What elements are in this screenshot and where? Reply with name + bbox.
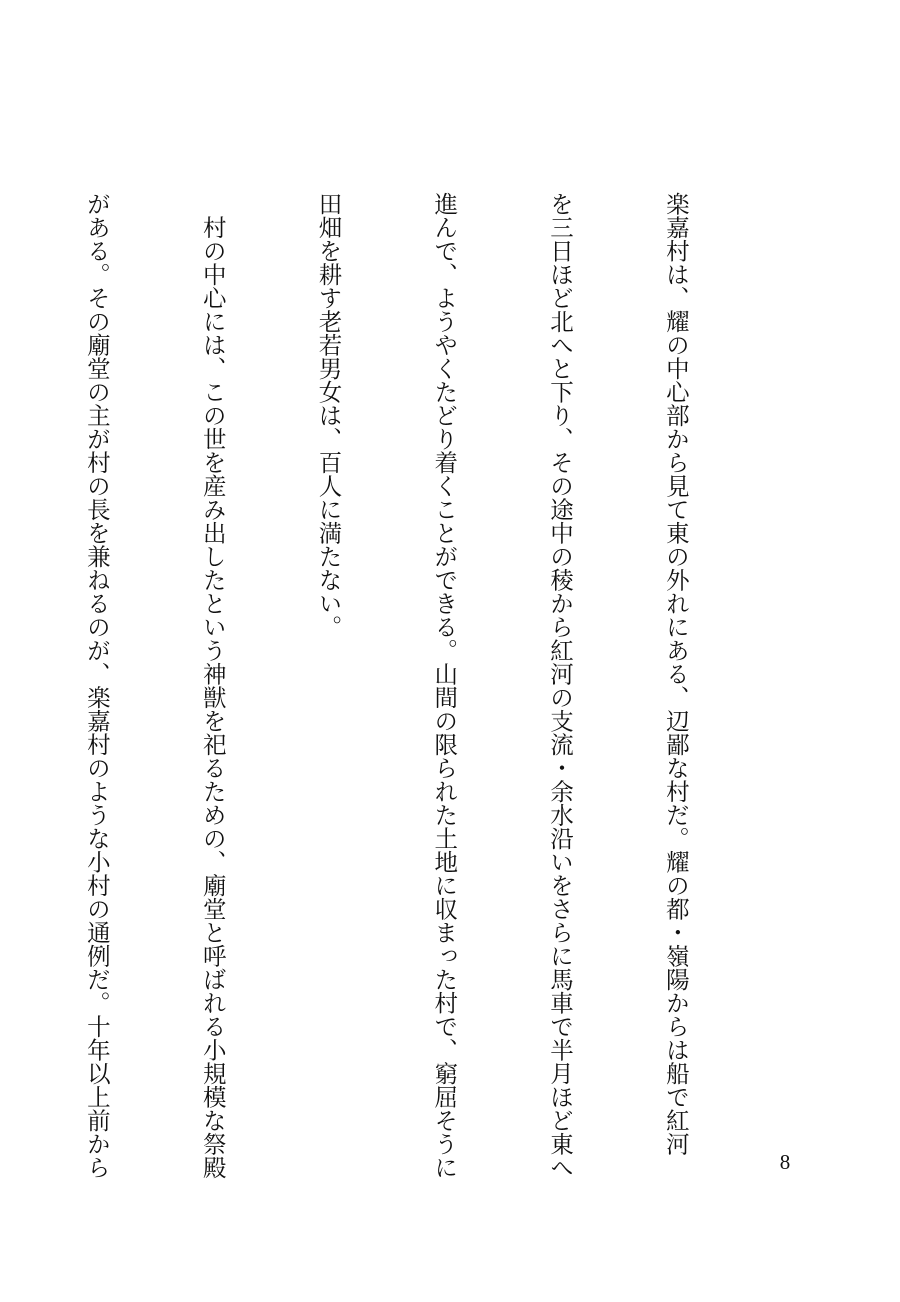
text-line: 楽嘉村は、耀の中心部から見て東の外れにある、辺鄙な村だ。耀の都・嶺陽からは船で紅河 (661, 192, 690, 1156)
text-line: 進んで、ようやくたどり着くことができる。山間の限られた土地に収まった村で、窮屈そうに (430, 192, 459, 1179)
text-line: を三日ほど北へと下り、その途中の稜から紅河の支流・余水沿いをさらに馬車で半月ほど東へ (546, 192, 575, 1179)
page-number: 8 (779, 1150, 791, 1174)
text-line: がある。その廟堂の主が村の長を兼ねるのが、楽嘉村のような小村の通例だ。十年以上前から (82, 192, 111, 1179)
vertical-text-block (0, 192, 772, 1179)
text-line: 田畑を耕す老若男女は、百人に満たない。 (314, 192, 343, 639)
text-line: 村の中心には、この世を産み出したという神獣を祀るための、廟堂と呼ばれる小規模な祭殿 (198, 192, 227, 1179)
